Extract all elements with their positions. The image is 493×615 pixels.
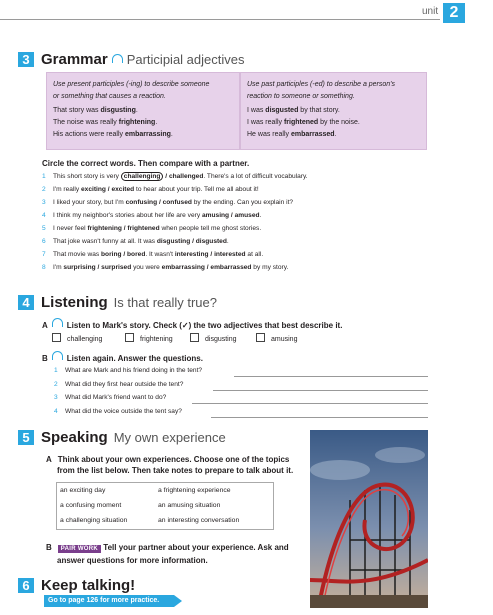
headphones-icon bbox=[52, 318, 63, 327]
listening-subtitle: Is that really true? bbox=[113, 295, 217, 310]
option-frightening[interactable]: frightening bbox=[125, 333, 173, 343]
roller-coaster-photo bbox=[310, 430, 428, 608]
grammar-exercise-list bbox=[42, 172, 308, 276]
listening-title: Listening bbox=[41, 294, 108, 311]
pair-work-badge: PAIR WORK bbox=[58, 545, 101, 553]
answer-option[interactable]: exciting bbox=[81, 186, 106, 193]
question-1: 1 What are Mark and his friend doing in the tent? bbox=[54, 367, 203, 374]
grammar-title: Grammar bbox=[41, 51, 108, 68]
example-sentence: I was really frightened by the noise. bbox=[247, 119, 360, 126]
speaking-subtitle: My own experience bbox=[113, 430, 226, 445]
rule-text: Use present participles (-ing) to describe someone bbox=[53, 81, 210, 88]
topic-option[interactable]: an exciting day bbox=[60, 487, 106, 494]
answer-option[interactable]: frightened bbox=[127, 225, 160, 232]
speaking-b-instruction: B PAIR WORK Tell your partner about your experience. Ask and answer questions for more information. bbox=[46, 543, 289, 565]
exercise-item: 8 I'm surprising / surprised you were embarrassing / embarrassed by my story. bbox=[42, 264, 289, 271]
answer-option[interactable]: embarrassing bbox=[161, 264, 205, 271]
answer-option[interactable]: boring bbox=[101, 251, 122, 258]
answer-option[interactable]: surprised bbox=[101, 264, 132, 271]
check-mark-icon: ✓ bbox=[181, 321, 189, 330]
goto-practice-link[interactable]: Go to page 126 for more practice. bbox=[44, 595, 174, 607]
answer-option[interactable]: disgusting bbox=[156, 238, 191, 245]
option-disgusting[interactable]: disgusting bbox=[190, 333, 237, 343]
speaking-heading bbox=[41, 429, 226, 446]
section-number-listening: 4 bbox=[18, 295, 34, 310]
rule-text: reaction to someone or something. bbox=[247, 93, 355, 100]
exercise-item: 4 I think my neighbor's stories about her life are very amusing / amused. bbox=[42, 212, 262, 219]
answer-option[interactable]: confused bbox=[162, 199, 192, 206]
grammar-box-past bbox=[240, 72, 427, 150]
answer-option[interactable]: interesting bbox=[174, 251, 209, 258]
topics-table bbox=[56, 482, 274, 530]
example-sentence: The noise was really frightening. bbox=[53, 119, 158, 126]
rule-text: or something that causes a reaction. bbox=[53, 93, 166, 100]
answer-line[interactable] bbox=[211, 408, 428, 418]
question-3: 3 What did Mark's friend want to do? bbox=[54, 394, 167, 401]
arrow-tip-icon bbox=[174, 595, 182, 607]
option-amusing[interactable]: amusing bbox=[256, 333, 297, 343]
answer-option[interactable]: amusing bbox=[201, 212, 230, 219]
topic-option[interactable]: an interesting conversation bbox=[158, 517, 240, 524]
answer-option[interactable]: bored bbox=[127, 251, 146, 258]
listening-b-instruction: B Listen again. Answer the questions. bbox=[42, 352, 203, 363]
speaking-title: Speaking bbox=[41, 429, 108, 446]
question-4: 4 What did the voice outside the tent say? bbox=[54, 408, 182, 415]
listening-a-instruction: A Listen to Mark's story. Check (✓) the two adjectives that best describe it. bbox=[42, 319, 342, 330]
answer-option[interactable]: embarrassed bbox=[210, 264, 252, 271]
answer-option[interactable]: amused bbox=[234, 212, 260, 219]
answer-option[interactable]: interested bbox=[214, 251, 246, 258]
answer-option[interactable]: frightening bbox=[87, 225, 122, 232]
example-sentence: He was really embarrassed. bbox=[247, 131, 337, 138]
checkbox[interactable] bbox=[256, 333, 265, 342]
grammar-box-present bbox=[46, 72, 240, 150]
checkbox[interactable] bbox=[52, 333, 61, 342]
exercise-item: 5 I never feel frightening / frightened when people tell me ghost stories. bbox=[42, 225, 262, 232]
answer-line[interactable] bbox=[192, 394, 428, 404]
example-sentence: His actions were really embarrassing. bbox=[53, 131, 173, 138]
listening-heading bbox=[41, 294, 217, 311]
checkbox[interactable] bbox=[125, 333, 134, 342]
header-rule bbox=[0, 19, 440, 20]
exercise-item: 7 That movie was boring / bored. It wasn't interesting / interested at all. bbox=[42, 251, 264, 258]
circled-answer[interactable]: challenging bbox=[121, 172, 164, 181]
grammar-heading bbox=[41, 51, 244, 68]
question-2: 2 What did they first hear outside the tent? bbox=[54, 381, 184, 388]
speaking-a-instruction: A Think about your own experiences. Choose one of the topics from the list below. Then take notes to prepare to talk about it. bbox=[46, 455, 294, 475]
exercise-item: 1 This short story is very challenging / challenged. There's a lot of difficult vocabulary. bbox=[42, 173, 308, 180]
headphones-icon bbox=[52, 351, 63, 360]
checkbox[interactable] bbox=[190, 333, 199, 342]
answer-option[interactable]: surprising bbox=[63, 264, 96, 271]
headphones-icon bbox=[112, 54, 123, 63]
unit-number-badge: 2 bbox=[443, 3, 465, 23]
example-sentence: I was disgusted by that story. bbox=[247, 107, 340, 114]
exercise-item: 3 I liked your story, but I'm confusing / confused by the ending. Can you explain it? bbox=[42, 199, 294, 206]
topic-option[interactable]: a confusing moment bbox=[60, 502, 122, 509]
answer-line[interactable] bbox=[213, 381, 428, 391]
grammar-subtitle: Participial adjectives bbox=[126, 52, 245, 67]
grammar-instruction: Circle the correct words. Then compare with a partner. bbox=[42, 159, 250, 168]
exercise-item: 2 I'm really exciting / excited to hear about your trip. Tell me all about it! bbox=[42, 186, 259, 193]
answer-option[interactable]: confusing bbox=[125, 199, 158, 206]
topic-option[interactable]: a frightening experience bbox=[158, 487, 231, 494]
example-sentence: That story was disgusting. bbox=[53, 107, 138, 114]
keep-talking-title: Keep talking! bbox=[41, 577, 136, 594]
answer-line[interactable] bbox=[234, 367, 428, 377]
rule-text: Use past participles (-ed) to describe a person's bbox=[247, 81, 396, 88]
option-challenging[interactable]: challenging bbox=[52, 333, 102, 343]
topic-option[interactable]: an amusing situation bbox=[158, 502, 221, 509]
topic-option[interactable]: a challenging situation bbox=[60, 517, 128, 524]
section-number-speaking: 5 bbox=[18, 430, 34, 445]
answer-option[interactable]: excited bbox=[111, 186, 135, 193]
section-number-keep-talking: 6 bbox=[18, 578, 34, 593]
exercise-item: 6 That joke wasn't funny at all. It was disgusting / disgusted. bbox=[42, 238, 229, 245]
answer-option[interactable]: disgusted bbox=[195, 238, 227, 245]
section-number-grammar: 3 bbox=[18, 52, 34, 67]
unit-label: unit bbox=[422, 6, 439, 17]
answer-option[interactable]: challenged bbox=[168, 173, 204, 180]
